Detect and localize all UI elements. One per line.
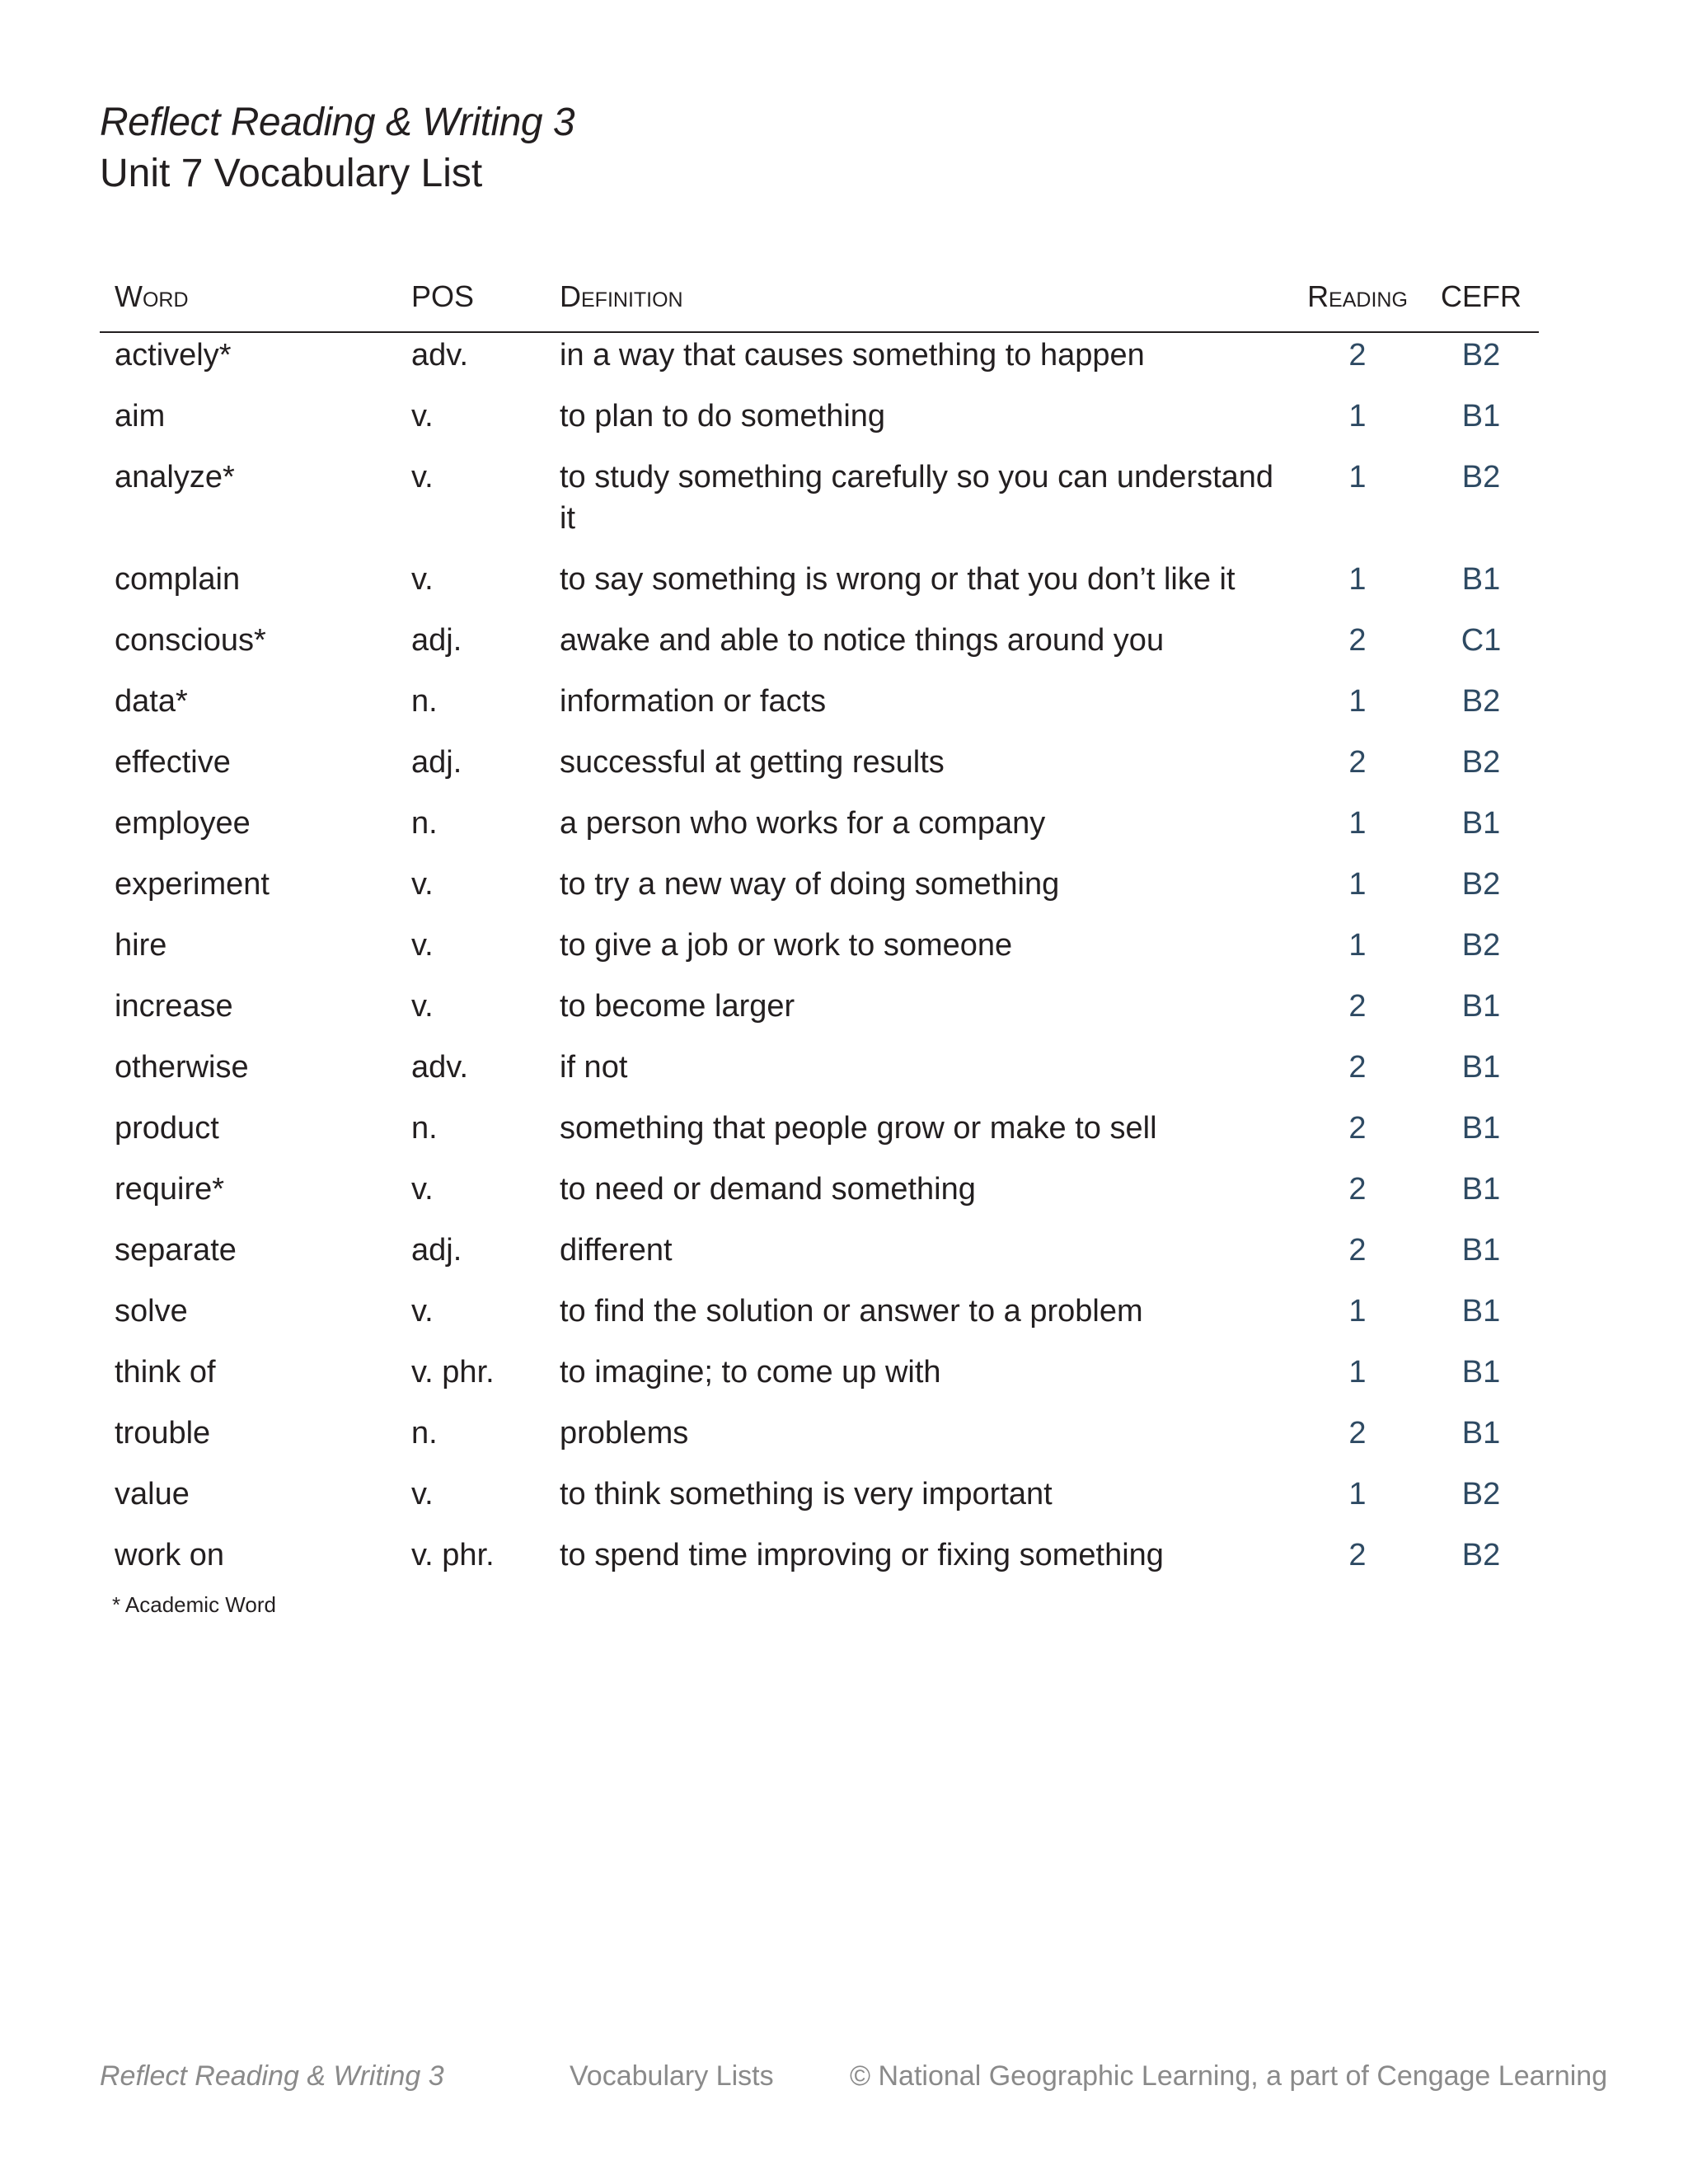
cell-pos: n. (411, 1111, 438, 1146)
cell-cefr: B2 (1461, 1477, 1501, 1511)
cell-reading: 2 (1348, 1050, 1367, 1085)
cell-reading: 1 (1348, 1294, 1367, 1329)
cell-cefr: B1 (1461, 806, 1501, 841)
cell-reading: 2 (1348, 623, 1367, 658)
vocabulary-table (100, 262, 1539, 1592)
cell-reading: 2 (1348, 745, 1367, 780)
cell-reading: 1 (1348, 928, 1367, 963)
table-row (100, 677, 1539, 738)
table-row (100, 1165, 1539, 1226)
cell-reading: 2 (1348, 1233, 1367, 1268)
cell-definition: to become larger (560, 989, 795, 1024)
cell-reading: 1 (1348, 806, 1367, 841)
cell-cefr: B1 (1461, 399, 1501, 434)
cell-pos: v. (411, 399, 434, 434)
cell-definition: to give a job or work to someone (560, 928, 1013, 963)
cell-cefr: C1 (1461, 623, 1502, 658)
cell-cefr: B2 (1461, 1538, 1501, 1572)
cell-reading: 2 (1348, 1416, 1367, 1451)
cell-reading: 2 (1348, 1111, 1367, 1146)
cell-reading: 1 (1348, 867, 1367, 902)
cell-cefr: B1 (1461, 1050, 1501, 1085)
cell-pos: v. (411, 867, 434, 902)
table-row (100, 1470, 1539, 1531)
document-header (100, 97, 574, 199)
table-row (100, 1531, 1539, 1592)
cell-pos: adj. (411, 1233, 462, 1268)
cell-reading: 2 (1348, 1172, 1367, 1207)
cell-word: work on (115, 1538, 225, 1572)
footnote-academic-word: * Academic Word (112, 1592, 276, 1617)
column-header-reading: Reading (1292, 262, 1423, 332)
cell-pos: v. phr. (411, 1538, 495, 1572)
table-row (100, 1043, 1539, 1104)
cell-word: analyze* (115, 460, 235, 494)
cell-cefr: B1 (1461, 1172, 1501, 1207)
vocabulary-table-body (100, 332, 1539, 1592)
cell-pos: adj. (411, 623, 462, 658)
cell-pos: adv. (411, 338, 469, 373)
table-row (100, 453, 1539, 555)
footer-copyright: © National Geographic Learning, a part of Cengage Learning (850, 2060, 1608, 2092)
cell-word: aim (115, 399, 166, 434)
table-row (100, 738, 1539, 799)
cell-definition: a person who works for a company (560, 806, 1046, 841)
cell-pos: n. (411, 1416, 438, 1451)
cell-definition: to try a new way of doing something (560, 867, 1060, 902)
cell-definition: to find the solution or answer to a problem (560, 1294, 1143, 1329)
cell-pos: adv. (411, 1050, 469, 1085)
cell-cefr: B1 (1461, 1233, 1501, 1268)
cell-pos: n. (411, 806, 438, 841)
cell-cefr: B2 (1461, 338, 1501, 373)
cell-definition: in a way that causes something to happen (560, 338, 1145, 373)
table-row (100, 982, 1539, 1043)
cell-definition: something that people grow or make to sell (560, 1111, 1157, 1146)
column-header-pos: POS (396, 262, 545, 332)
cell-word: effective (115, 745, 231, 780)
cell-word: employee (115, 806, 251, 841)
cell-definition: to say something is wrong or that you don’t like it (560, 562, 1236, 597)
cell-definition: to plan to do something (560, 399, 886, 434)
table-header-row (100, 262, 1539, 332)
cell-pos: v. phr. (411, 1355, 495, 1390)
cell-cefr: B2 (1461, 684, 1501, 719)
table-row (100, 860, 1539, 921)
cell-pos: v. (411, 1172, 434, 1207)
cell-word: solve (115, 1294, 188, 1329)
cell-definition: to think something is very important (560, 1477, 1053, 1511)
cell-pos: adj. (411, 745, 462, 780)
cell-word: trouble (115, 1416, 211, 1451)
cell-pos: v. (411, 460, 434, 494)
cell-definition: information or facts (560, 684, 827, 719)
table-row (100, 799, 1539, 860)
cell-reading: 1 (1348, 1477, 1367, 1511)
cell-cefr: B1 (1461, 1294, 1501, 1329)
column-header-word: Word (100, 262, 396, 332)
cell-cefr: B2 (1461, 867, 1501, 902)
cell-word: increase (115, 989, 233, 1024)
cell-pos: v. (411, 989, 434, 1024)
column-header-definition: Definition (545, 262, 1292, 332)
table-row (100, 332, 1539, 392)
table-row (100, 1226, 1539, 1287)
cell-cefr: B2 (1461, 928, 1501, 963)
cell-word: think of (115, 1355, 216, 1390)
cell-reading: 1 (1348, 460, 1367, 494)
cell-pos: v. (411, 1294, 434, 1329)
cell-cefr: B1 (1461, 1416, 1501, 1451)
cell-word: otherwise (115, 1050, 249, 1085)
cell-word: experiment (115, 867, 270, 902)
cell-cefr: B2 (1461, 745, 1501, 780)
footer-section: Vocabulary Lists (570, 2060, 774, 2092)
cell-definition: if not (560, 1050, 628, 1085)
table-row (100, 555, 1539, 616)
book-title: Reflect Reading & Writing 3 (100, 101, 575, 144)
cell-definition: to imagine; to come up with (560, 1355, 941, 1390)
cell-cefr: B1 (1461, 989, 1501, 1024)
cell-definition: to need or demand something (560, 1172, 976, 1207)
cell-pos: v. (411, 562, 434, 597)
cell-reading: 2 (1348, 1538, 1367, 1572)
table-row (100, 392, 1539, 453)
cell-reading: 1 (1348, 562, 1367, 597)
cell-definition: awake and able to notice things around you (560, 623, 1165, 658)
cell-definition: to study something carefully so you can understand it (560, 460, 1274, 536)
cell-word: complain (115, 562, 241, 597)
cell-reading: 1 (1348, 399, 1367, 434)
cell-word: require* (115, 1172, 225, 1207)
cell-word: product (115, 1111, 219, 1146)
cell-cefr: B1 (1461, 562, 1501, 597)
cell-word: data* (115, 684, 188, 719)
cell-word: hire (115, 928, 167, 963)
cell-word: conscious* (115, 623, 266, 658)
table-row (100, 1287, 1539, 1348)
cell-pos: n. (411, 684, 438, 719)
footer-book-title: Reflect Reading & Writing 3 (100, 2060, 444, 2092)
cell-pos: v. (411, 928, 434, 963)
cell-reading: 2 (1348, 989, 1367, 1024)
cell-word: separate (115, 1233, 237, 1268)
cell-cefr: B1 (1461, 1355, 1501, 1390)
cell-definition: problems (560, 1416, 689, 1451)
cell-definition: different (560, 1233, 673, 1268)
cell-word: actively* (115, 338, 232, 373)
table-row (100, 1409, 1539, 1470)
cell-reading: 1 (1348, 684, 1367, 719)
table-row (100, 921, 1539, 982)
unit-title: Unit 7 Vocabulary List (100, 152, 483, 195)
table-row (100, 1104, 1539, 1165)
column-header-cefr: CEFR (1423, 262, 1539, 332)
cell-reading: 2 (1348, 338, 1367, 373)
cell-reading: 1 (1348, 1355, 1367, 1390)
cell-word: value (115, 1477, 190, 1511)
table-row (100, 616, 1539, 677)
cell-cefr: B2 (1461, 460, 1501, 494)
cell-definition: to spend time improving or fixing something (560, 1538, 1164, 1572)
cell-definition: successful at getting results (560, 745, 945, 780)
table-row (100, 1348, 1539, 1409)
cell-pos: v. (411, 1477, 434, 1511)
cell-cefr: B1 (1461, 1111, 1501, 1146)
